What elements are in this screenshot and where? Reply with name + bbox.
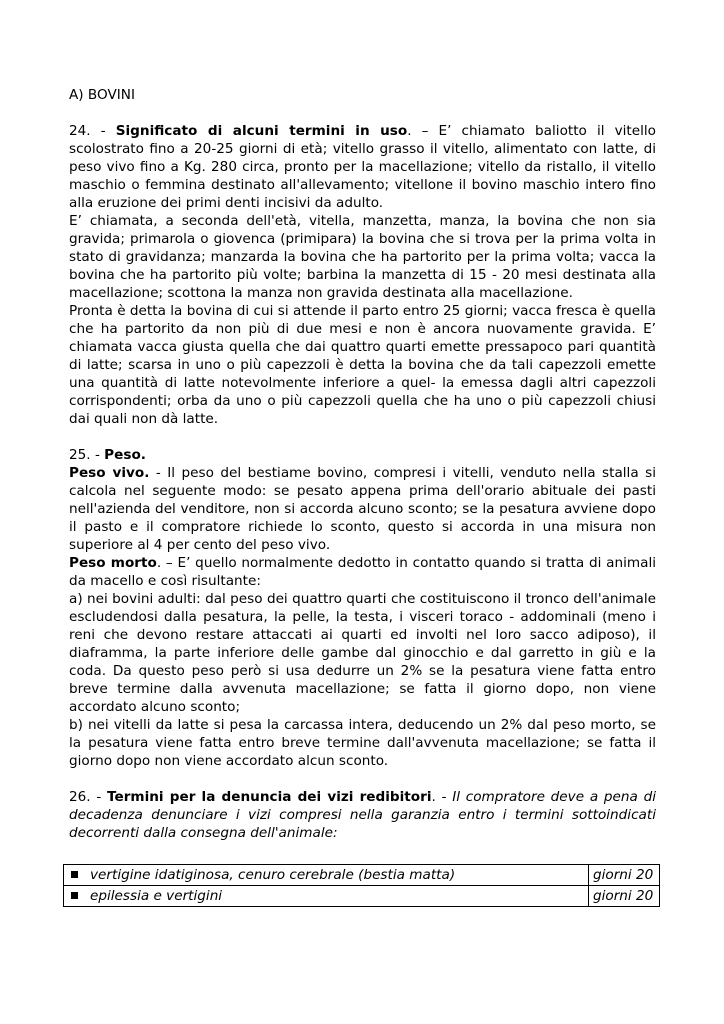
bullet-icon [71, 871, 78, 878]
article-25-number: 25. - [69, 447, 105, 463]
peso-morto-label: Peso morto [69, 555, 157, 571]
article-26-title: Termini per la denuncia dei vizi redibitori [107, 789, 432, 805]
article-24-paragraph-1 [69, 122, 656, 212]
peso-vivo-paragraph [69, 464, 656, 554]
article-24 [69, 122, 656, 428]
vizio-text: epilessia e vertigini [90, 888, 223, 904]
termine-cell: giorni 20 [589, 886, 660, 907]
article-25-title: Peso. [104, 447, 146, 463]
article-26-separator: . - [431, 789, 453, 805]
article-26-paragraph [69, 788, 656, 842]
article-24-number: 24. - [69, 123, 116, 139]
termine-cell: giorni 20 [589, 865, 660, 886]
section-heading: A) BOVINI [69, 87, 135, 103]
article-26-number: 26. - [69, 789, 108, 805]
article-24-paragraph-2: E’ chiamata, a seconda dell'età, vitella, manzetta, manza, la bovina che non sia gravida; primarola o giovenca (primipara) la bovina che si trova per la prima volta in stato di gravidanza; manzarda la bovina che ha partorito per la prima volta; vacca la bovina che ha partorito più volte; barbina la manzetta di 15 - 20 mesi destinata alla macellazione; scottona la manza non gravida destinata alla macellazione. [69, 213, 656, 301]
vizio-cell [64, 865, 589, 886]
bullet-icon [71, 892, 78, 899]
vizio-text: vertigine idatiginosa, cenuro cerebrale (bestia matta) [90, 867, 456, 883]
article-26 [69, 788, 656, 842]
vizi-table [63, 864, 660, 907]
peso-morto-item-a: a) nei bovini adulti: dal peso dei quattro quarti che costituiscono il tronco dell'animale escludendosi dalla pesatura, la pelle, la testa, i visceri toraco - addominali (meno i reni che devono restare attaccati ai quarti ed involti nel loro sacco adiposo), il diaframma, la parte inferiore delle gambe dal ginocchio e dal garretto in giù e la coda. Da questo peso però si usa dedurre un 2% se la pesatura viene fatta entro breve termine dalla avvenuta macellazione; se fatta il giorno dopo, non viene accordato alcuno sconto; [69, 591, 656, 715]
article-25-header [69, 446, 656, 464]
table-row [64, 865, 660, 886]
peso-vivo-label: Peso vivo. [69, 465, 150, 481]
article-25 [69, 446, 656, 770]
article-24-paragraph-3: Pronta è detta la bovina di cui si attende il parto entro 25 giorni; vacca fresca è quella che ha partorito da non più di due mesi e non è ancora nuovamente gravida. E’ chiamata vacca giusta quella che dai quattro quarti emette pressapoco pari quantità di latte; scarsa in uno o più capezzoli è detta la bovina che da tali capezzoli emette una quantità di latte notevolmente inferiore a quel- la emessa dagli altri capezzoli corrispondenti; orba da uno o più capezzoli quella che ha uno o più capezzoli chiusi dai quali non dà latte. [69, 303, 656, 427]
article-26-intro: Il compratore deve a pena di decadenza denunciare i vizi compresi nella garanzia entro i termini sottoindicati decorrenti dalla consegna dell'animale: [69, 789, 656, 841]
peso-morto-item-b: b) nei vitelli da latte si pesa la carcassa intera, deducendo un 2% dal peso morto, se la pesatura viene fatta entro breve termine dall'avvenuta macellazione; se fatta il giorno dopo non viene accordato alcun sconto. [69, 717, 656, 769]
article-24-title: Significato di alcuni termini in uso [115, 123, 408, 139]
article-24-text-1: . – E’ chiamato baliotto il vitello scolostrato fino a 20-25 giorni di età; vitello grasso il vitello, alimentato con latte, di peso vivo fino a Kg. 280 circa, pronto per la macellazione; vitello da ristallo, il vitello maschio o femmina destinato all'allevamento; vitellone il bovino maschio intero fino alla eruzione dei primi denti incisivi da adulto. [69, 123, 656, 211]
peso-vivo-text: - Il peso del bestiame bovino, compresi i vitelli, venduto nella stalla si calcola nel seguente modo: se pesato appena prima dell'orario abituale dei pasti nell'azienda del venditore, non si accorda alcuno sconto; se la pesatura avviene dopo il pasto e il compratore richiede lo sconto, questo si accorda in una misura non superiore al 4 per cento del peso vivo. [69, 465, 656, 553]
peso-morto-text: . – E’ quello normalmente dedotto in contatto quando si tratta di animali da macello e così risultante: [69, 555, 656, 589]
vizio-cell [64, 886, 589, 907]
table-row [64, 886, 660, 907]
peso-morto-paragraph [69, 554, 656, 590]
document-page [69, 86, 656, 842]
